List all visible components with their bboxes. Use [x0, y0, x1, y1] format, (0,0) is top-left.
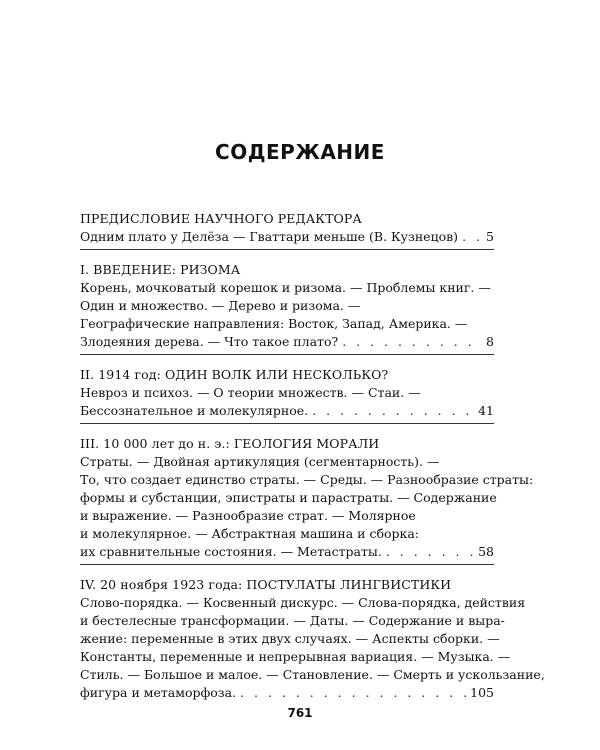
section-title: IV. 20 ноября 1923 года: ПОСТУЛАТЫ ЛИНГВИСТИКИ — [80, 577, 452, 592]
section-divider — [80, 249, 494, 250]
entry-line: жение: переменные в этих двух случаях. — Аспекты сборки. — — [80, 631, 500, 646]
toc-section-1 — [80, 261, 494, 355]
dot-leader — [386, 543, 474, 561]
entry-line: Корень, мочковатый корешок и ризома. — Проблемы книг. — — [80, 280, 491, 295]
section-divider — [80, 564, 494, 565]
toc-entry — [80, 684, 494, 702]
dot-leader — [462, 228, 482, 246]
toc-entry — [80, 333, 494, 351]
section-title: I. ВВЕДЕНИЕ: РИЗОМА — [80, 262, 241, 277]
dot-leader — [240, 684, 466, 702]
dot-leader — [312, 402, 474, 420]
page-ref: 8 — [486, 334, 494, 349]
toc-entry — [80, 402, 494, 420]
entry-line: То, что создает единство страты. — Среды. — Разнообразие страты: — [80, 472, 534, 487]
entry-line: Слово-порядка. — Косвенный дискурс. — Слова-порядка, действия — [80, 595, 526, 610]
entry-line: Географические направления: Восток, Запад, Америка. — — [80, 316, 468, 331]
entry-line: Невроз и психоз. — О теории множеств. — Стаи. — — [80, 385, 421, 400]
toc-entry — [80, 543, 494, 561]
page-ref: 5 — [486, 229, 494, 244]
entry-text: Злодеяния дерева. — Что такое плато? — [80, 334, 339, 349]
page-number: 761 — [287, 706, 313, 720]
section-divider — [80, 354, 494, 355]
toc-section-4 — [80, 576, 545, 702]
section-title: II. 1914 год: ОДИН ВОЛК ИЛИ НЕСКОЛЬКО? — [80, 367, 389, 382]
entry-text: их сравнительные состояния. — Метастраты. — [80, 544, 382, 559]
page-ref: 41 — [478, 403, 494, 418]
page-ref: 58 — [478, 544, 494, 559]
entry-text: Одним плато у Делёза — Гваттари меньше (В. Кузнецов) — [80, 229, 459, 244]
section-title: ПРЕДИСЛОВИЕ НАУЧНОГО РЕДАКТОРА — [80, 211, 362, 226]
section-title: III. 10 000 лет до н. э.: ГЕОЛОГИЯ МОРАЛИ — [80, 436, 380, 451]
dot-leader — [342, 333, 482, 351]
entry-line: и молекулярное. — Абстрактная машина и сборка: — [80, 526, 420, 541]
entry-line: Константы, переменные и непрерывная вариация. — Музыка. — — [80, 649, 511, 664]
entry-line: Страты. — Двойная артикуляция (сегментарность). — — [80, 454, 440, 469]
section-divider — [80, 423, 494, 424]
entry-line: Один и множество. — Дерево и ризома. — — [80, 298, 361, 313]
page-ref: 105 — [470, 685, 494, 700]
page-title: СОДЕРЖАНИЕ — [215, 140, 385, 164]
toc-section-3 — [80, 435, 534, 565]
entry-text: Бессознательное и молекулярное. — [80, 403, 309, 418]
entry-text: фигура и метаморфоза. — [80, 685, 237, 700]
entry-line: Стиль. — Большое и малое. — Становление. — Смерть и ускользание, — [80, 667, 545, 682]
toc-section-foreword — [80, 210, 494, 250]
entry-line: и выражение. — Разнообразие страт. — Молярное — [80, 508, 416, 523]
entry-line: формы и субстанции, эпистраты и парастраты. — Содержание — [80, 490, 497, 505]
table-of-contents — [80, 210, 545, 702]
toc-entry — [80, 228, 494, 246]
toc-section-2 — [80, 366, 494, 424]
entry-line: и бестелесные трансформации. — Даты. — Содержание и выра- — [80, 613, 505, 628]
